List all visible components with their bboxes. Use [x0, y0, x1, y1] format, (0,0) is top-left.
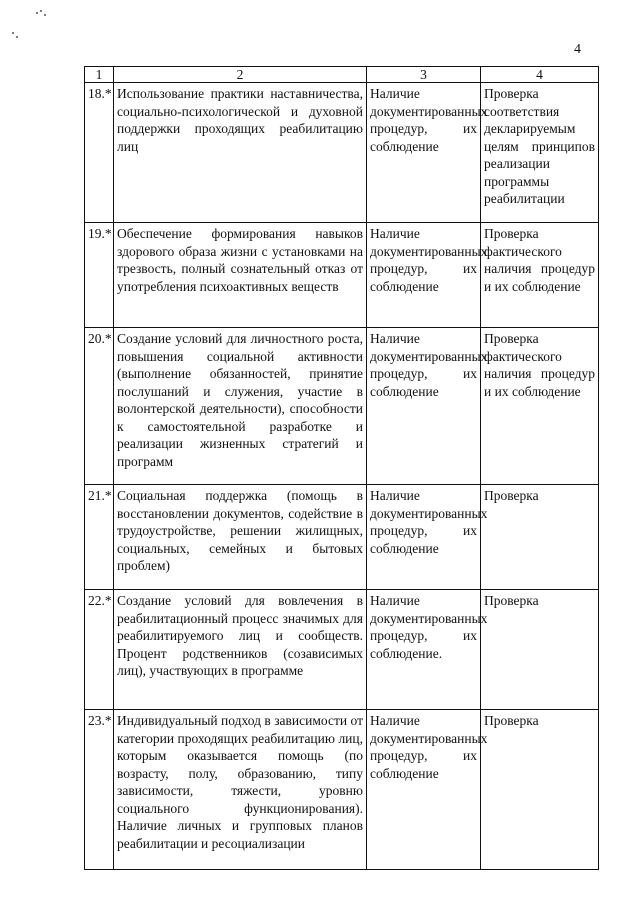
row-check: Проверка	[481, 710, 599, 870]
row-check: Проверка фактического наличия процедур и их соблюдение	[481, 328, 599, 485]
row-check: Проверка фактического наличия процедур и их соблюдение	[481, 223, 599, 328]
table-row	[85, 83, 599, 223]
row-number: 23.*	[85, 710, 114, 870]
row-description: Социальная поддержка (помощь в восстановлении документов, содействие в трудоустройстве, решении жилищных, социальных, семейных и бытовых проблем)	[114, 485, 367, 590]
page-number: 4	[574, 42, 581, 57]
row-number: 21.*	[85, 485, 114, 590]
table-row	[85, 710, 599, 870]
requirements-table	[84, 66, 599, 870]
table-row	[85, 485, 599, 590]
row-check: Проверка соответствия декларируемым целям принципов реализации программы реабилитации	[481, 83, 599, 223]
row-check: Проверка	[481, 485, 599, 590]
column-header: 1	[85, 67, 114, 83]
column-header: 2	[114, 67, 367, 83]
row-description: Создание условий для личностного роста, повышения социальной активности (выполнение обязанностей, принятие послушаний и служения, участие в волонтерской деятельности), способности к самостоятельной разработке и реализации жизненных стратегий и программ	[114, 328, 367, 485]
row-criterion: Наличие документированных процедур, их соблюдение	[367, 328, 481, 485]
row-number: 20.*	[85, 328, 114, 485]
row-criterion: Наличие документированных процедур, их соблюдение	[367, 223, 481, 328]
table-row	[85, 590, 599, 710]
row-description: Создание условий для вовлечения в реабилитационный процесс значимых для реабилитируемого лиц и сообществ. Процент родственников (созависимых лиц), участвующих в программе	[114, 590, 367, 710]
row-number: 18.*	[85, 83, 114, 223]
column-header: 3	[367, 67, 481, 83]
row-criterion: Наличие документированных процедур, их соблюдение.	[367, 590, 481, 710]
table-row	[85, 328, 599, 485]
row-description: Обеспечение формирования навыков здорового образа жизни с установками на трезвость, полный сознательный отказ от употребления психоактивных веществ	[114, 223, 367, 328]
table-header-row	[85, 67, 599, 83]
scan-specks	[10, 10, 50, 40]
row-description: Использование практики наставничества, социально-психологической и духовной поддержки проходящих реабилитацию лиц	[114, 83, 367, 223]
column-header: 4	[481, 67, 599, 83]
row-criterion: Наличие документированных процедур, их соблюдение	[367, 710, 481, 870]
row-number: 22.*	[85, 590, 114, 710]
row-criterion: Наличие документированных процедур, их соблюдение	[367, 83, 481, 223]
row-check: Проверка	[481, 590, 599, 710]
row-description: Индивидуальный подход в зависимости от категории проходящих реабилитацию лиц, которым оказывается помощь (по возрасту, полу, образованию, типу зависимости, тяжести, уровню социального функционирования). Наличие личных и групповых планов реабилитации и ресоциализации	[114, 710, 367, 870]
table-row	[85, 223, 599, 328]
row-criterion: Наличие документированных процедур, их соблюдение	[367, 485, 481, 590]
row-number: 19.*	[85, 223, 114, 328]
